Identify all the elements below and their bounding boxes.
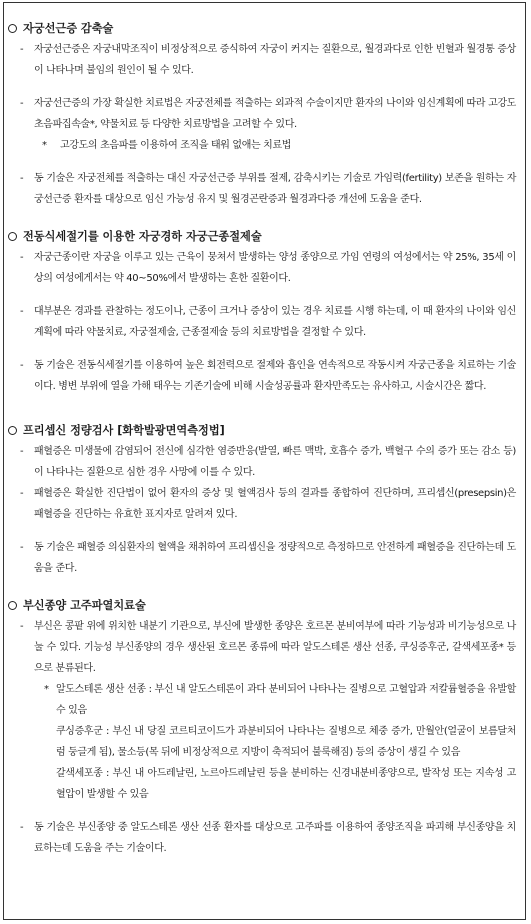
circle-bullet-icon — [8, 24, 17, 33]
document-body — [8, 21, 518, 859]
section-title: 부신종양 고주파열치료술 — [8, 598, 518, 614]
circle-bullet-icon — [8, 601, 17, 610]
section-presepsin — [8, 423, 518, 579]
paragraph: - 동 기술은 부신종양 중 알도스테론 생산 선종 환자를 대상으로 고주파를 이용하여 종양조직을 파괴해 부신종양을 치료하는데 도움을 주는 기술이다. — [20, 822, 516, 854]
section-title: 프리셉신 정량검사 [화학발광면역측정법] — [8, 423, 518, 439]
section-adenomyosis — [8, 21, 518, 210]
circle-bullet-icon — [8, 232, 17, 241]
document-frame — [3, 2, 526, 920]
footnote: * 고강도의 초음파를 이용하여 조직을 태워 없애는 치료법 — [42, 140, 292, 151]
paragraph: - 동 기술은 자궁전체를 적출하는 대신 자궁선근증 부위를 절제, 감축시키는 기술로 가임력(fertility) 보존을 원하는 자궁선근증 환자를 대상으로 임신 가능성 유지 및 월경곤란증과 월경과다증 개선에 도움을 준다. — [20, 173, 516, 205]
paragraph: - 부신은 콩팥 위에 위치한 내분기 기관으로, 부신에 발생한 종양은 호르몬 분비여부에 따라 기능성과 비기능성으로 나눌 수 있다. 기능성 부신종양의 경우 생산된 호르몬 종류에 따라 알도스테론 생산 선종, 쿠싱증후군, 갈색세포종* 등으로 분류된다. — [20, 621, 516, 674]
section-myomectomy — [8, 229, 518, 397]
footnote: * 알도스테론 생산 선종 : 부신 내 알도스테론이 과다 분비되어 나타나는 질병으로 고혈압과 저칼륨혈증을 유발할 수 있음 — [44, 684, 516, 716]
paragraph: - 동 기술은 전동식세절기를 이용하여 높은 회전력으로 절제와 흡인을 연속적으로 작동시켜 자궁근종을 치료하는 기술이다. 병변 부위에 열을 가해 태우는 기존기술에 비해 시술성공률과 환자만족도는 유사하고, 시술시간은 짧다. — [20, 360, 516, 392]
paragraph: - 자궁근종이란 자궁을 이루고 있는 근육이 뭉쳐서 발생하는 양성 종양으로 가임 연령의 여성에서는 약 25%, 35세 이상의 여성에게서는 약 40~50%에서 발생하는 흔한 질환이다. — [20, 252, 516, 284]
section-adrenal-rfa — [8, 598, 518, 859]
paragraph: - 패혈증은 미생물에 감염되어 전신에 심각한 염증반응(발열, 빠른 맥박, 호흡수 증가, 백혈구 수의 증가 또는 감소 등)이 나타나는 질환으로 심한 경우 사망에 이를 수 있다. — [20, 446, 516, 478]
section-title: 전동식세절기를 이용한 자궁경하 자궁근종절제술 — [8, 229, 518, 245]
paragraph: - 자궁선근증의 가장 확실한 치료법은 자궁전체를 적출하는 외과적 수술이지만 환자의 나이와 임신계획에 따라 고강도초음파집속술*, 약물치료 등 다양한 치료방법을 고려할 수 있다. — [20, 98, 516, 130]
paragraph: - 동 기술은 패혈증 의심환자의 혈액을 채취하여 프리셉신을 정량적으로 측정하므로 안전하게 패혈증을 진단하는데 도움을 준다. — [20, 542, 516, 574]
paragraph: - 대부분은 경과를 관찰하는 정도이나, 근종이 크거나 증상이 있는 경우 치료를 시행 하는데, 이 때 환자의 나이와 임신계획에 따라 약물치료, 자궁절제술, 근종절제술 등의 치료방법을 결정할 수 있다. — [20, 306, 516, 338]
paragraph: - 패혈증은 확실한 진단법이 없어 환자의 증상 및 혈액검사 등의 결과를 종합하여 진단하며, 프리셉신(presepsin)은 패혈증을 진단하는 유효한 표지자로 알려져 있다. — [20, 488, 516, 520]
section-title: 자궁선근증 감축술 — [8, 21, 518, 37]
circle-bullet-icon — [8, 426, 17, 435]
footnote: 갈색세포종 : 부신 내 아드레날린, 노르아드레날린 등을 분비하는 신경내분비종양으로, 발작성 또는 지속성 고혈압이 발생할 수 있음 — [56, 768, 516, 800]
footnote: 쿠싱증후군 : 부신 내 당질 코르티코이드가 과분비되어 나타나는 질병으로 체중 증가, 만월안(얼굴이 보름달처럼 둥글게 됨), 물소등(목 뒤에 비정상적으로 지방이 축적되어 불룩해짐) 등의 증상이 생길 수 있음 — [56, 726, 516, 758]
paragraph: - 자궁선근증은 자궁내막조직이 비정상적으로 증식하여 자궁이 커지는 질환으로, 월경과다로 인한 빈혈과 월경통 증상이 나타나며 불임의 원인이 될 수 있다. — [20, 44, 516, 76]
